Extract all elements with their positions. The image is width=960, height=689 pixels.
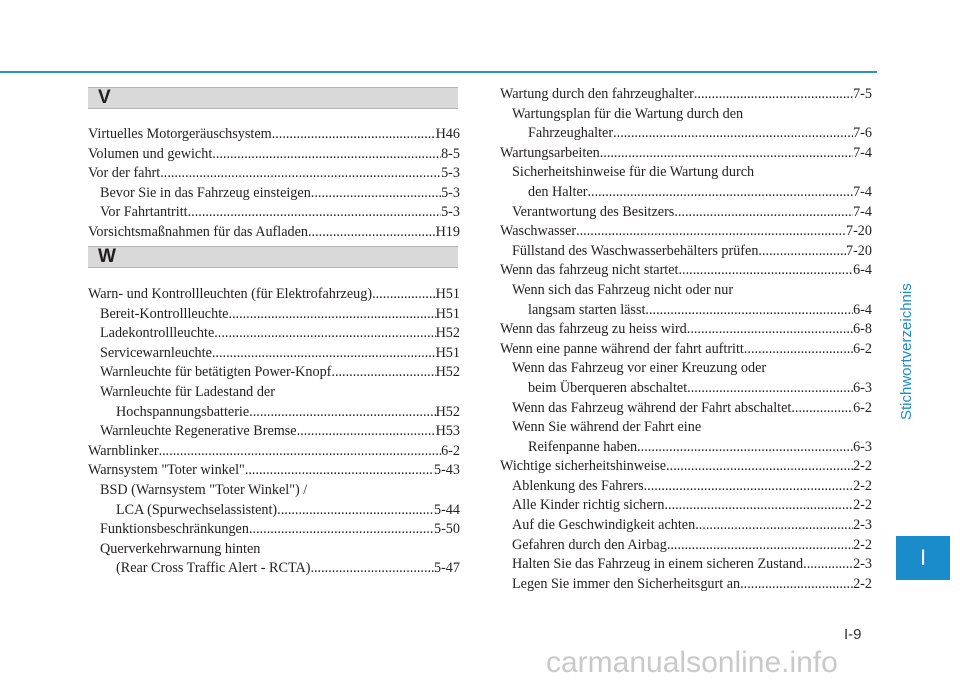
index-subentry[interactable]: LCA (Spurwechselassistent) ..... 5-44 xyxy=(88,501,460,521)
index-subentry[interactable]: Bereit-Kontrollleuchte ..... H51 xyxy=(88,305,460,325)
index-entry[interactable]: Vor der fahrt ..... 5-3 xyxy=(88,164,460,184)
index-entry[interactable]: Wenn das fahrzeug zu heiss wird ..... 6-8 xyxy=(500,320,872,340)
index-entry[interactable]: Wenn eine panne während der fahrt auftritt ..... 6-2 xyxy=(500,340,872,360)
index-subentry-line: Wenn Sie während der Fahrt eine xyxy=(512,419,702,436)
index-subentry[interactable]: Gefahren durch den Airbag ..... 2-2 xyxy=(500,536,872,556)
index-subentry[interactable]: Wenn das Fahrzeug während der Fahrt abschaltet ..... 6-2 xyxy=(500,399,872,419)
index-subentry[interactable]: Legen Sie immer den Sicherheitsgurt an ..... 2-2 xyxy=(500,575,872,595)
section-tab[interactable]: I xyxy=(896,536,950,580)
index-subentry-line: Wartungsplan für die Wartung durch den xyxy=(512,105,744,122)
index-subentry-line: Sicherheitshinweise für die Wartung durch xyxy=(512,164,755,181)
section-header-w xyxy=(88,246,458,268)
header-rule xyxy=(0,71,877,73)
section-letter-v: V xyxy=(98,87,111,108)
index-subentry[interactable]: Ablenkung des Fahrers ..... 2-2 xyxy=(500,477,872,497)
index-column-left-v xyxy=(88,125,460,243)
index-subentry-line: Querverkehrwarnung hinten xyxy=(100,540,261,557)
index-subentry[interactable]: (Rear Cross Traffic Alert - RCTA) ..... 5-47 xyxy=(88,559,460,579)
index-entry[interactable]: Volumen und gewicht ..... 8-5 xyxy=(88,145,460,165)
index-subentry[interactable]: Bevor Sie in das Fahrzeug einsteigen. ..... 5-3 xyxy=(88,184,460,204)
index-subentry[interactable]: Warnleuchte Regenerative Bremse ..... H53 xyxy=(88,422,460,442)
index-subentry[interactable]: Vor Fahrtantritt ..... 5-3 xyxy=(88,203,460,223)
section-header-v xyxy=(88,87,458,109)
index-subentry[interactable]: Halten Sie das Fahrzeug in einem sicheren Zustand ..... 2-3 xyxy=(500,555,872,575)
index-subentry-line: Warnleuchte für Ladestand der xyxy=(100,383,275,400)
index-subentry-line: BSD (Warnsystem "Toter Winkel") / xyxy=(100,481,308,498)
index-entry[interactable]: Wichtige sicherheitshinweise ..... 2-2 xyxy=(500,457,872,477)
index-entry[interactable]: Vorsichtsmaßnahmen für das Aufladen ..... H19 xyxy=(88,223,460,243)
index-column-left-w xyxy=(88,285,460,579)
index-subentry[interactable]: Hochspannungsbatterie ..... H52 xyxy=(88,403,460,423)
index-subentry[interactable]: Reifenpanne haben ..... 6-3 xyxy=(500,438,872,458)
index-subentry-line: Wenn sich das Fahrzeug nicht oder nur xyxy=(512,281,734,298)
index-entry[interactable]: Waschwasser ..... 7-20 xyxy=(500,222,872,242)
index-subentry[interactable]: Alle Kinder richtig sichern ..... 2-2 xyxy=(500,496,872,516)
index-entry[interactable]: Virtuelles Motorgeräuschsystem ..... H46 xyxy=(88,125,460,145)
index-subentry[interactable]: beim Überqueren abschaltet ..... 6-3 xyxy=(500,379,872,399)
index-subentry[interactable]: Funktionsbeschränkungen ..... 5-50 xyxy=(88,520,460,540)
section-letter-w: W xyxy=(98,246,116,267)
index-subentry[interactable]: langsam starten lässt ..... 6-4 xyxy=(500,301,872,321)
index-entry[interactable]: Wartungsarbeiten ..... 7-4 xyxy=(500,144,872,164)
index-subentry[interactable]: den Halter ..... 7-4 xyxy=(500,183,872,203)
index-subentry[interactable]: Warnleuchte für betätigten Power-Knopf ..... H52 xyxy=(88,363,460,383)
index-entry[interactable]: Wartung durch den fahrzeughalter ..... 7-5 xyxy=(500,85,872,105)
index-subentry[interactable]: Füllstand des Waschwasserbehälters prüfen ..... 7-20 xyxy=(500,242,872,262)
index-subentry[interactable]: Verantwortung des Besitzers ..... 7-4 xyxy=(500,203,872,223)
page-number: I-9 xyxy=(844,626,862,643)
watermark: carmanualsonline.info xyxy=(546,646,838,679)
index-subentry[interactable]: Servicewarnleuchte ..... H51 xyxy=(88,344,460,364)
index-subentry[interactable]: Ladekontrollleuchte ..... H52 xyxy=(88,324,460,344)
index-entry[interactable]: Warn- und Kontrollleuchten (für Elektrofahrzeug) ..... H51 xyxy=(88,285,460,305)
index-entry[interactable]: Wenn das fahrzeug nicht startet ..... 6-4 xyxy=(500,261,872,281)
index-subentry[interactable]: Fahrzeughalter ..... 7-6 xyxy=(500,124,872,144)
index-entry[interactable]: Warnblinker ..... 6-2 xyxy=(88,442,460,462)
index-column-right xyxy=(500,85,872,594)
index-subentry[interactable]: Auf die Geschwindigkeit achten ..... 2-3 xyxy=(500,516,872,536)
sidebar-section-label: Stichwortverzeichnis xyxy=(898,283,915,420)
index-subentry-line: Wenn das Fahrzeug vor einer Kreuzung oder xyxy=(512,360,767,377)
index-entry[interactable]: Warnsystem "Toter winkel" ..... 5-43 xyxy=(88,461,460,481)
